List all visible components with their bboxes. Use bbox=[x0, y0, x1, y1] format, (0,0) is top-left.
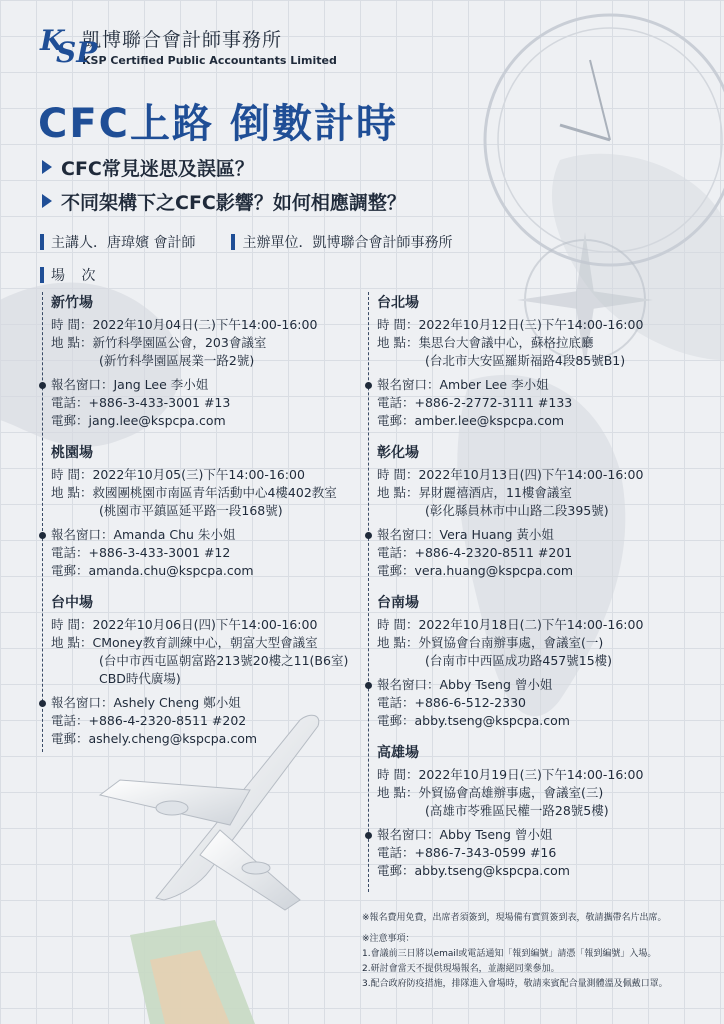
session-place: 地 點：集思台大會議中心，蘇格拉底廳 bbox=[377, 335, 594, 350]
session-taichung bbox=[51, 592, 362, 752]
bullet-dot-icon bbox=[365, 682, 372, 689]
contact-person: 報名窗口：Amanda Chu 朱小姐 bbox=[51, 527, 236, 542]
contact-phone: 電話：+886-3-433-3001 #13 bbox=[51, 395, 231, 410]
organizer bbox=[231, 232, 452, 252]
topic-item bbox=[42, 150, 406, 184]
contact-block bbox=[51, 376, 362, 430]
session-address: (彰化縣員林市中山路二段395號) bbox=[425, 503, 609, 518]
sessions-left-column bbox=[42, 292, 362, 752]
organizer-text: 主辦單位．凱博聯合會計師事務所 bbox=[242, 235, 453, 251]
session-address: (台南市中西區成功路457號15樓) bbox=[425, 653, 613, 668]
sessions-heading bbox=[40, 265, 101, 285]
session-time: 時 間：2022年10月13日(四)下午14:00-16:00 bbox=[377, 467, 644, 482]
contact-email[interactable]: 電郵：abby.tseng@kspcpa.com bbox=[377, 713, 570, 728]
page-title: CFC上路 倒數計時 bbox=[38, 101, 398, 147]
session-place: 地 點：外貿協會高雄辦事處，會議室(三) bbox=[377, 785, 604, 800]
session-kaohsiung bbox=[377, 742, 688, 892]
session-tainan bbox=[377, 592, 688, 742]
venue-name: 台中場 bbox=[51, 595, 93, 611]
bullet-dot-icon bbox=[39, 700, 46, 707]
venue-name: 台南場 bbox=[377, 595, 419, 611]
company-logo bbox=[40, 24, 337, 68]
session-changhua bbox=[377, 442, 688, 592]
contact-block bbox=[377, 676, 688, 730]
note-item: 1.會議前三日將以email或電話通知「報到編號」請憑「報到編號」入場。 bbox=[362, 949, 657, 959]
contact-phone: 電話：+886-7-343-0599 #16 bbox=[377, 845, 557, 860]
contact-block bbox=[377, 826, 688, 880]
contact-block bbox=[377, 526, 688, 580]
sessions-label: 場 次 bbox=[51, 268, 102, 284]
note-item: 2.研討會當天不提供現場報名，並謝絕同業參加。 bbox=[362, 964, 560, 974]
session-taoyuan bbox=[51, 442, 362, 592]
contact-phone: 電話：+886-2-2772-3111 #133 bbox=[377, 395, 573, 410]
session-place: 地 點：新竹科學園區公會，203會議室 bbox=[51, 335, 267, 350]
contact-email[interactable]: 電郵：amber.lee@kspcpa.com bbox=[377, 413, 565, 428]
logo-initial-sp: SP bbox=[56, 36, 98, 69]
session-place: 地 點：昇財麗禧酒店，11樓會議室 bbox=[377, 485, 572, 500]
contact-phone: 電話：+886-4-2320-8511 #202 bbox=[51, 713, 247, 728]
bullet-dot-icon bbox=[39, 382, 46, 389]
session-time: 時 間：2022年10月05(三)下午14:00-16:00 bbox=[51, 467, 305, 482]
session-time: 時 間：2022年10月04日(二)下午14:00-16:00 bbox=[51, 317, 318, 332]
topic-text: CFC常見迷思及誤區？ bbox=[61, 157, 254, 180]
bullet-dot-icon bbox=[39, 532, 46, 539]
session-address: (台中市西屯區朝富路213號20樓之11(B6室) bbox=[99, 653, 349, 668]
venue-name: 台北場 bbox=[377, 295, 419, 311]
contact-block bbox=[51, 526, 362, 580]
session-address: CBD時代廣場) bbox=[99, 671, 181, 686]
contact-block bbox=[377, 376, 688, 430]
ksp-logo-mark bbox=[40, 24, 98, 69]
contact-email[interactable]: 電郵：abby.tseng@kspcpa.com bbox=[377, 863, 570, 878]
triangle-bullet-icon bbox=[42, 194, 52, 208]
contact-person: 報名窗口：Amber Lee 李小姐 bbox=[377, 377, 549, 392]
section-bar-icon bbox=[40, 234, 44, 250]
contact-person: 報名窗口：Vera Huang 黃小姐 bbox=[377, 527, 554, 542]
session-place: 地 點：救國團桃園市南區青年活動中心4樓402教室 bbox=[51, 485, 337, 500]
note-item: 3.配合政府防疫措施，排隊進入會場時，敬請來賓配合量測體溫及佩戴口罩。 bbox=[362, 979, 668, 989]
session-address: (高雄市苓雅區民權一路28號5樓) bbox=[425, 803, 609, 818]
section-bar-icon bbox=[40, 267, 44, 283]
contact-email[interactable]: 電郵：ashely.cheng@kspcpa.com bbox=[51, 731, 258, 746]
contact-person: 報名窗口：Abby Tseng 曾小姐 bbox=[377, 827, 553, 842]
contact-person: 報名窗口：Jang Lee 李小姐 bbox=[51, 377, 209, 392]
contact-phone: 電話：+886-3-433-3001 #12 bbox=[51, 545, 231, 560]
host-info bbox=[40, 232, 452, 252]
notes-section bbox=[362, 911, 668, 992]
company-name-en: KSP Certified Public Accountants Limited bbox=[82, 54, 337, 67]
contact-person: 報名窗口：Ashely Cheng 鄭小姐 bbox=[51, 695, 241, 710]
contact-email[interactable]: 電郵：vera.huang@kspcpa.com bbox=[377, 563, 574, 578]
contact-phone: 電話：+886-4-2320-8511 #201 bbox=[377, 545, 573, 560]
bullet-dot-icon bbox=[365, 832, 372, 839]
section-bar-icon bbox=[231, 234, 235, 250]
sessions-right-column bbox=[368, 292, 688, 892]
logo-initial-k: K bbox=[40, 24, 65, 57]
contact-block bbox=[51, 694, 362, 748]
triangle-bullet-icon bbox=[42, 160, 52, 174]
venue-name: 桃園場 bbox=[51, 445, 93, 461]
session-address: (新竹科學園區展業一路2號) bbox=[99, 353, 255, 368]
venue-name: 新竹場 bbox=[51, 295, 93, 311]
venue-name: 高雄場 bbox=[377, 745, 419, 761]
session-time: 時 間：2022年10月06日(四)下午14:00-16:00 bbox=[51, 617, 318, 632]
bullet-dot-icon bbox=[365, 382, 372, 389]
session-address: (桃園市平鎮區延平路一段168號) bbox=[99, 503, 283, 518]
session-place: 地 點：CMoney教育訓練中心，朝富大型會議室 bbox=[51, 635, 318, 650]
fee-note: ※報名費用免費，出席者須簽到，現場備有實質簽到表，敬請攜帶名片出席。 bbox=[362, 913, 667, 923]
topic-list bbox=[42, 150, 406, 218]
speaker-text: 主講人．唐瑋嬪 會計師 bbox=[51, 235, 196, 251]
company-name-cn: 凱博聯合會計師事務所 bbox=[82, 29, 283, 51]
topic-item bbox=[42, 184, 406, 218]
contact-email[interactable]: 電郵：jang.lee@kspcpa.com bbox=[51, 413, 226, 428]
venue-name: 彰化場 bbox=[377, 445, 419, 461]
session-hsinchu bbox=[51, 292, 362, 442]
contact-person: 報名窗口：Abby Tseng 曾小姐 bbox=[377, 677, 553, 692]
bullet-dot-icon bbox=[365, 532, 372, 539]
topic-text: 不同架構下之CFC影響？如何相應調整？ bbox=[61, 191, 406, 214]
session-place: 地 點：外貿協會台南辦事處，會議室(一) bbox=[377, 635, 604, 650]
session-address: (台北市大安區羅斯福路4段85號B1) bbox=[425, 353, 626, 368]
contact-email[interactable]: 電郵：amanda.chu@kspcpa.com bbox=[51, 563, 254, 578]
session-time: 時 間：2022年10月12日(三)下午14:00-16:00 bbox=[377, 317, 644, 332]
contact-phone: 電話：+886-6-512-2330 bbox=[377, 695, 526, 710]
session-time: 時 間：2022年10月18日(二)下午14:00-16:00 bbox=[377, 617, 644, 632]
notes-header: ※注意事項： bbox=[362, 934, 415, 944]
session-time: 時 間：2022年10月19日(三)下午14:00-16:00 bbox=[377, 767, 644, 782]
session-taipei bbox=[377, 292, 688, 442]
speaker bbox=[40, 232, 195, 252]
